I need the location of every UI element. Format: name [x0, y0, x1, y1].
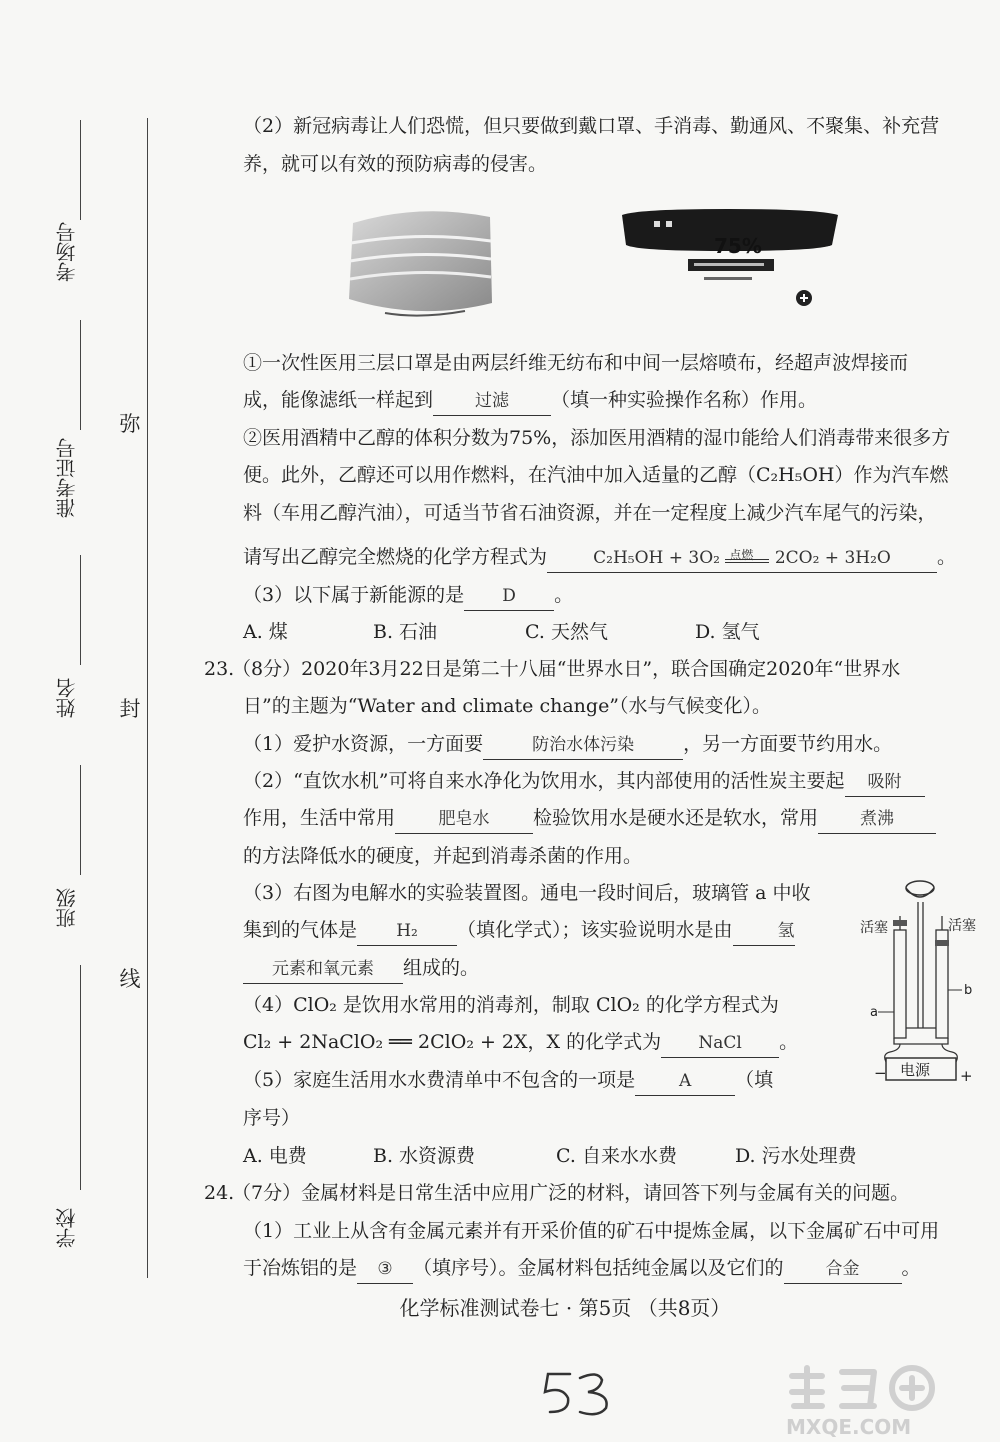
answer-filtration: 过滤: [433, 387, 551, 416]
answer-element-o: 元素和氧元素: [243, 955, 403, 984]
q23-part3-line2: 集到的气体是 H₂ （填化学式）；该实验说明水是由 氢: [243, 916, 978, 946]
label-admission-no: 准考证号: [55, 438, 79, 518]
option-c: C. 自来水水费: [556, 1145, 677, 1167]
q23-part2-line3: 的方法降低水的硬度，并起到消毒杀菌的作用。: [243, 845, 643, 867]
q22-sub1-line1: ①一次性医用三层口罩是由两层纤维无纺布和中间一层熔喷布，经超声波焊接而: [243, 352, 909, 374]
tube-a-label: a: [870, 1005, 878, 1020]
q24-part1-line2: 于冶炼铝的是 ③ （填序号）。金属材料包括纯金属以及它们的 合金 。: [243, 1254, 978, 1284]
left-valve-label: 活塞: [860, 920, 888, 936]
option-a: A. 电费: [243, 1145, 307, 1167]
seal-char-feng: 封: [119, 697, 141, 721]
q23-part4-line1: （4）ClO₂ 是饮用水常用的消毒剂，制取 ClO₂ 的化学方程式为: [243, 994, 779, 1016]
rule-class: [80, 765, 81, 875]
tube-b-label: b: [964, 983, 973, 998]
q22-part2-line1: （2）新冠病毒让人们恐慌，但只要做到戴口罩、手消毒、勤通风、不聚集、补充营: [243, 115, 940, 137]
answer-ethanol-equation: C₂H₅OH + 3O₂ 点燃 2CO₂ + 3H₂O: [547, 544, 937, 573]
q23-part4-line2: Cl₂ + 2NaClO₂ ══ 2ClO₂ + 2X，X 的化学式为 NaCl 。: [243, 1028, 978, 1058]
q22-part3: （3）以下属于新能源的是 D 。: [243, 581, 978, 611]
label-exam-room: 考场号: [55, 222, 79, 282]
plus-label: +: [960, 1067, 973, 1085]
answer-new-energy: D: [464, 582, 554, 611]
seal-char-xian: 线: [119, 967, 141, 991]
q23-part5-line2: 序号）: [243, 1107, 301, 1129]
q23-part5-line1: （5）家庭生活用水水费清单中不包含的一项是 A （填: [243, 1066, 978, 1096]
q23-part1: （1）爱护水资源，一方面要 防治水体污染 ，另一方面要节约用水。: [243, 730, 978, 760]
q23-line1: （8分）2020年3月22日是第二十八届“世界水日”，联合国确定2020年“世界水: [232, 658, 901, 680]
option-b: B. 水资源费: [373, 1145, 476, 1167]
q23-part3-line3: 元素和氧元素 组成的。: [243, 954, 978, 984]
option-c: C. 天然气: [525, 621, 608, 643]
option-d: D. 污水处理费: [735, 1145, 857, 1167]
q22-sub2-line3: 料（车用乙醇汽油），可适当节省石油资源，并在一定程度上减少汽车尾气的污染，: [243, 502, 937, 524]
answer-electricity: A: [635, 1067, 735, 1096]
right-valve-label: 活塞: [948, 918, 976, 934]
surgical-mask-image: [345, 203, 495, 320]
label-school: 学校: [55, 1208, 79, 1248]
q22-sub2-line2: 便。此外，乙醇还可以用作燃料，在汽油中加入适量的乙醇（C₂H₅OH）作为汽车燃: [243, 464, 949, 486]
equation-arrow: 点燃: [725, 555, 769, 563]
q24-number: 24.: [204, 1182, 235, 1204]
rule-exam-room: [80, 120, 81, 220]
q22-sub2-line1: ②医用酒精中乙醇的体积分数为75%，添加医用酒精的湿巾能给人们消毒带来很多方: [243, 427, 951, 449]
answer-hydrogen: H₂: [357, 917, 457, 946]
q22-sub1-line2: 成，能像滤纸一样起到 过滤 （填一种实验操作名称）作用。: [243, 386, 978, 416]
answer-element-h: 氢: [733, 917, 795, 946]
q23-number: 23.: [204, 658, 235, 680]
power-label: 电源: [900, 1061, 931, 1079]
answer-prevent-pollution: 防治水体污染: [483, 731, 683, 760]
answer-nacl: NaCl: [661, 1029, 779, 1058]
label-class: 班级: [55, 888, 79, 928]
rule-name: [80, 555, 81, 665]
option-d: D. 氢气: [695, 621, 760, 643]
q24-part1-line1: （1）工业上从含有金属元素并有开采价值的矿石中提炼金属，以下金属矿石中可用: [243, 1220, 940, 1242]
seal-char-mi: 弥: [119, 412, 141, 436]
option-a: A. 煤: [243, 621, 288, 643]
option-b: B. 石油: [373, 621, 438, 643]
watermark-text: MXQE.COM: [786, 1415, 912, 1439]
q24-line1: （7分）金属材料是日常生活中应用广泛的材料，请回答下列与金属有关的问题。: [232, 1182, 910, 1204]
q23-line2: 日”的主题为“Water and climate change”（水与气候变化）。: [243, 695, 772, 717]
wipes-percent: 75%: [714, 234, 762, 258]
q22-part2-line2: 养，就可以有效的预防病毒的侵害。: [243, 153, 548, 175]
answer-ore-number: ③: [357, 1255, 413, 1284]
minus-label: −: [874, 1064, 887, 1082]
answer-soap-water: 肥皂水: [395, 805, 533, 834]
seal-line: [147, 118, 148, 1278]
alcohol-wipes-image: [618, 205, 843, 315]
q23-part3-line1: （3）右图为电解水的实验装置图。通电一段时间后，玻璃管 a 中收: [243, 882, 811, 904]
q23-part2-line2: 作用，生活中常用 肥皂水 检验饮用水是硬水还是软水，常用 煮沸: [243, 804, 978, 834]
rule-admission: [80, 320, 81, 430]
watermark-logo: [782, 1362, 992, 1440]
page-footer: 化学标准测试卷七 · 第5页 （共8页）: [399, 1296, 731, 1320]
handwritten-page-number: [540, 1368, 615, 1420]
answer-boiling: 煮沸: [818, 805, 936, 834]
rule-school: [80, 965, 81, 1190]
answer-alloy: 合金: [784, 1255, 902, 1284]
label-name: 姓名: [55, 678, 79, 718]
answer-adsorption: 吸附: [845, 768, 925, 797]
q22-sub2-line4: 请写出乙醇完全燃烧的化学方程式为 C₂H₅OH + 3O₂ 点燃 2CO₂ + 3H₂O 。: [243, 543, 978, 573]
q23-part2-line1: （2）“直饮水机”可将自来水净化为饮用水，其内部使用的活性炭主要起 吸附: [243, 767, 978, 797]
